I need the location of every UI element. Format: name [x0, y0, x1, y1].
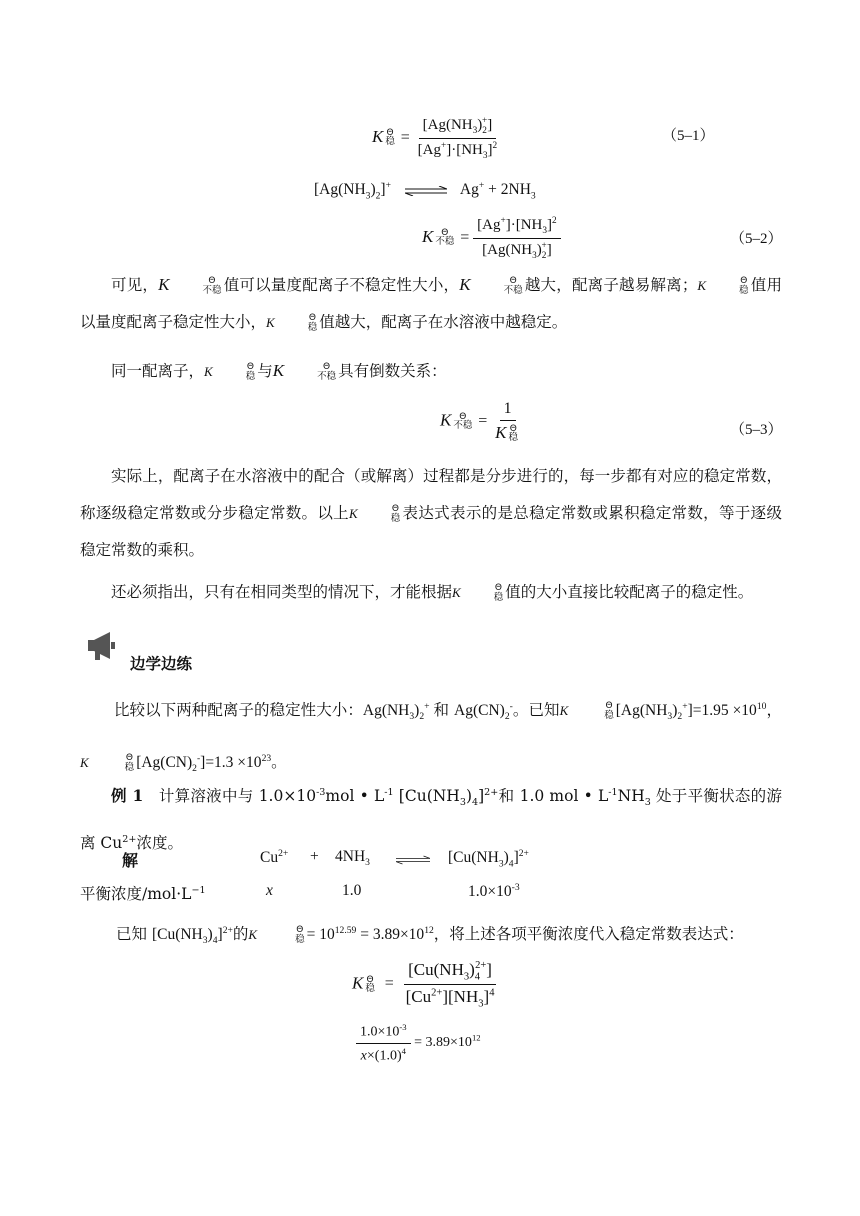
paragraph-3 [80, 458, 782, 569]
reaction-equation: $[Ag(NH_3)_2]^+$ $Ag^+ + 2NH_3$ [314, 180, 536, 202]
text: 值可以量度配离子不稳定性大小， [223, 276, 460, 294]
paragraph-2 [80, 352, 782, 390]
k-stable-sub [91, 754, 135, 773]
k-symbol: K [495, 423, 507, 442]
theta-symbol: Θ [296, 924, 304, 935]
species-nh3: $4NH_3$ [335, 848, 370, 869]
text: 已知 $[Cu(NH_3)_4]^{2+}$的 [116, 925, 249, 947]
fraction [414, 116, 502, 161]
sub-unstable: 不稳 [317, 370, 337, 382]
text: 实际上，配离子在水溶液中的配合（或解离）过程都是分步进行的，每一步都有对应的稳定常数，称逐级稳定常数或分步稳定常数。以上 [80, 467, 782, 522]
fraction [356, 1022, 411, 1064]
theta-symbol: Θ [386, 128, 394, 139]
k-stable-sub [463, 584, 504, 603]
sub-stable: 稳 [493, 591, 504, 603]
text: 计算溶液中与 $1.0\times 10^{-3}mol$ • $L^{-1}$ $[Cu(NH_3)_4]^{2+}$和 1.0 mol • $L^{-1}NH_3$ 处于平衡状态的游离 $Cu^{2+}$浓度。 [80, 787, 782, 853]
value-nh3: 1.0 [342, 882, 362, 899]
text: 越大，配离子越易解离； [524, 276, 698, 294]
example-1 [80, 774, 782, 862]
sub-stable: 稳 [739, 284, 749, 296]
theta-symbol: Θ [308, 312, 316, 323]
sub-stable: 稳 [295, 933, 305, 945]
sub-stable: 稳 [245, 370, 256, 382]
equation-label: （5–2） [730, 231, 783, 247]
equation-5-3 [440, 400, 524, 444]
equation-5-2 [422, 216, 561, 261]
k-symbol: K [272, 361, 285, 380]
fraction-numerator: $[Ag^+]\cdot[NH_3]^2$ [473, 216, 561, 239]
equilibrium-arrow-icon [396, 855, 430, 865]
theta-symbol: Θ [366, 974, 374, 985]
k-stable-sub [508, 425, 518, 444]
theta-symbol: Θ [391, 503, 399, 514]
k-symbol: K [697, 278, 707, 293]
species-complex: $[Cu(NH_3)_4]^{2+}$ [448, 848, 529, 870]
species-cu: $Cu^{2+}$ [260, 848, 289, 867]
fraction-denominator [491, 421, 524, 444]
k-stable-sub [277, 314, 318, 333]
equation-label: （5–3） [730, 422, 783, 438]
fraction [402, 960, 499, 1010]
text: ，将上述各项平衡浓度代入稳定常数表达式： [433, 925, 744, 944]
equation-5-1 [372, 116, 501, 161]
text: 可见， [111, 276, 159, 294]
text: 值的大小直接比较配离子的稳定性。 [505, 583, 754, 601]
megaphone-icon [86, 628, 122, 664]
fraction-numerator: $[Ag(NH_3)_2^+]$ [419, 116, 497, 139]
fraction-denominator: $[Ag(NH_3)_2^+]$ [482, 241, 552, 261]
text: $[Ag(CN)_2^-]=1.3 \times 10^{23}$。 [136, 753, 287, 775]
theta-symbol: Θ [494, 582, 502, 593]
k-symbol: K [248, 927, 258, 943]
text: 值越大，配离子在水溶液中越稳定。 [319, 313, 568, 331]
theta-symbol: Θ [509, 424, 517, 435]
practice-title: 边学边练 [130, 655, 193, 673]
sub-stable: 稳 [307, 321, 318, 333]
k-symbol: K [459, 275, 471, 294]
fraction-numerator: $[Cu(NH_3)_4^{2+}]$ [404, 960, 496, 985]
k-unstable-sub [286, 363, 336, 382]
k-symbol: K [372, 127, 384, 147]
theta-symbol: Θ [459, 411, 467, 422]
k-stable-sub [385, 129, 395, 148]
fraction-numerator: $1.0\times 10^{-3}$ [356, 1022, 411, 1044]
k-symbol: K [349, 506, 358, 521]
fraction-numerator: 1 [500, 400, 516, 421]
equation-k-stable [352, 960, 498, 1010]
solution-label: 解 [122, 851, 139, 870]
fraction-denominator: $x\times(1.0)^4$ [360, 1045, 406, 1064]
k-symbol: K [204, 364, 213, 379]
text: 具有倒数关系： [338, 362, 447, 380]
fraction-denominator: $[Ag^+]\cdot[NH_3]^2$ [417, 141, 498, 161]
paragraph-6 [80, 912, 782, 959]
fraction-denominator: $[Cu^{2+}][NH_3]^4$ [405, 987, 495, 1010]
k-stable-sub [360, 505, 401, 524]
value-x: x [266, 882, 273, 899]
k-symbol: K [80, 755, 89, 771]
theta-symbol: Θ [208, 275, 216, 286]
equals-sign: = [400, 129, 410, 147]
k-symbol: K [266, 315, 275, 330]
k-symbol: K [559, 703, 569, 719]
value-complex: $1.0\times 10^{-3}$ [468, 882, 520, 901]
sub-unstable: 不稳 [435, 237, 455, 248]
k-symbol: K [158, 275, 170, 294]
k-unstable-sub [473, 277, 523, 296]
equilibrium-arrow-icon [405, 186, 447, 196]
sub-unstable: 不稳 [202, 284, 222, 296]
plus-sign: + [310, 848, 319, 865]
text: 值用以量度配离子稳定性大小， [80, 276, 782, 331]
theta-symbol: Θ [125, 753, 133, 764]
text: $[Ag(NH_3)_2^+]=1.95 \times 10^{10}$， [615, 701, 782, 723]
theta-symbol: Θ [323, 361, 331, 372]
text: 还必须指出，只有在相同类型的情况下，才能根据 [111, 583, 453, 601]
equals-sign: = [478, 412, 488, 430]
text: 表达式表示的是总稳定常数或累积稳定常数，等于逐级稳定常数的乘积。 [80, 504, 782, 559]
row-label: 平衡浓度$/mol\cdot L^{-1}$ [80, 884, 206, 903]
theta-symbol: Θ [441, 228, 449, 239]
text: 与 [257, 362, 273, 380]
text: 同一配离子， [111, 362, 205, 380]
sub-unstable: 不稳 [453, 420, 473, 431]
paragraph-4 [80, 574, 782, 611]
sub-stable: 稳 [604, 709, 614, 721]
k-symbol: K [422, 227, 434, 247]
k-unstable-sub [453, 413, 472, 432]
example-label: 例 1 [111, 786, 144, 806]
text: 比较以下两种配离子的稳定性大小：$Ag(NH_3)_2^+$ 和 $Ag(CN)_2^-$。已知 [114, 701, 560, 723]
equals-sign: = [460, 229, 470, 247]
sub-stable: 稳 [385, 137, 395, 148]
sub-stable: 稳 [124, 762, 135, 774]
k-stable-sub [215, 363, 256, 382]
equals-sign: = [384, 975, 394, 993]
equation-rhs: = $3.89\times 10^{12}$ [414, 1032, 481, 1051]
theta-symbol: Θ [509, 275, 517, 286]
k-stable-sub [708, 277, 749, 296]
equation-label: （5–1） [662, 128, 715, 144]
theta-symbol: Θ [246, 361, 254, 372]
paragraph-1 [80, 266, 782, 341]
k-stable-sub [570, 702, 614, 721]
theta-symbol: Θ [740, 275, 748, 286]
k-stable-sub [365, 976, 375, 995]
text: = $10^{12.59} = 3.89\times 10^{12}$ [306, 925, 434, 944]
theta-symbol: Θ [605, 700, 613, 711]
k-symbol: K [440, 410, 452, 430]
k-symbol: K [352, 973, 364, 993]
sub-stable: 稳 [365, 983, 375, 994]
fraction [473, 216, 561, 261]
k-unstable-sub [171, 277, 221, 296]
k-unstable-sub [435, 229, 454, 248]
sub-unstable: 不稳 [503, 284, 523, 296]
sub-stable: 稳 [508, 433, 518, 444]
equation-solve-x [356, 1022, 481, 1064]
sub-stable: 稳 [390, 512, 401, 524]
k-stable-sub [259, 926, 305, 945]
fraction [491, 400, 524, 444]
k-symbol: K [452, 585, 461, 600]
